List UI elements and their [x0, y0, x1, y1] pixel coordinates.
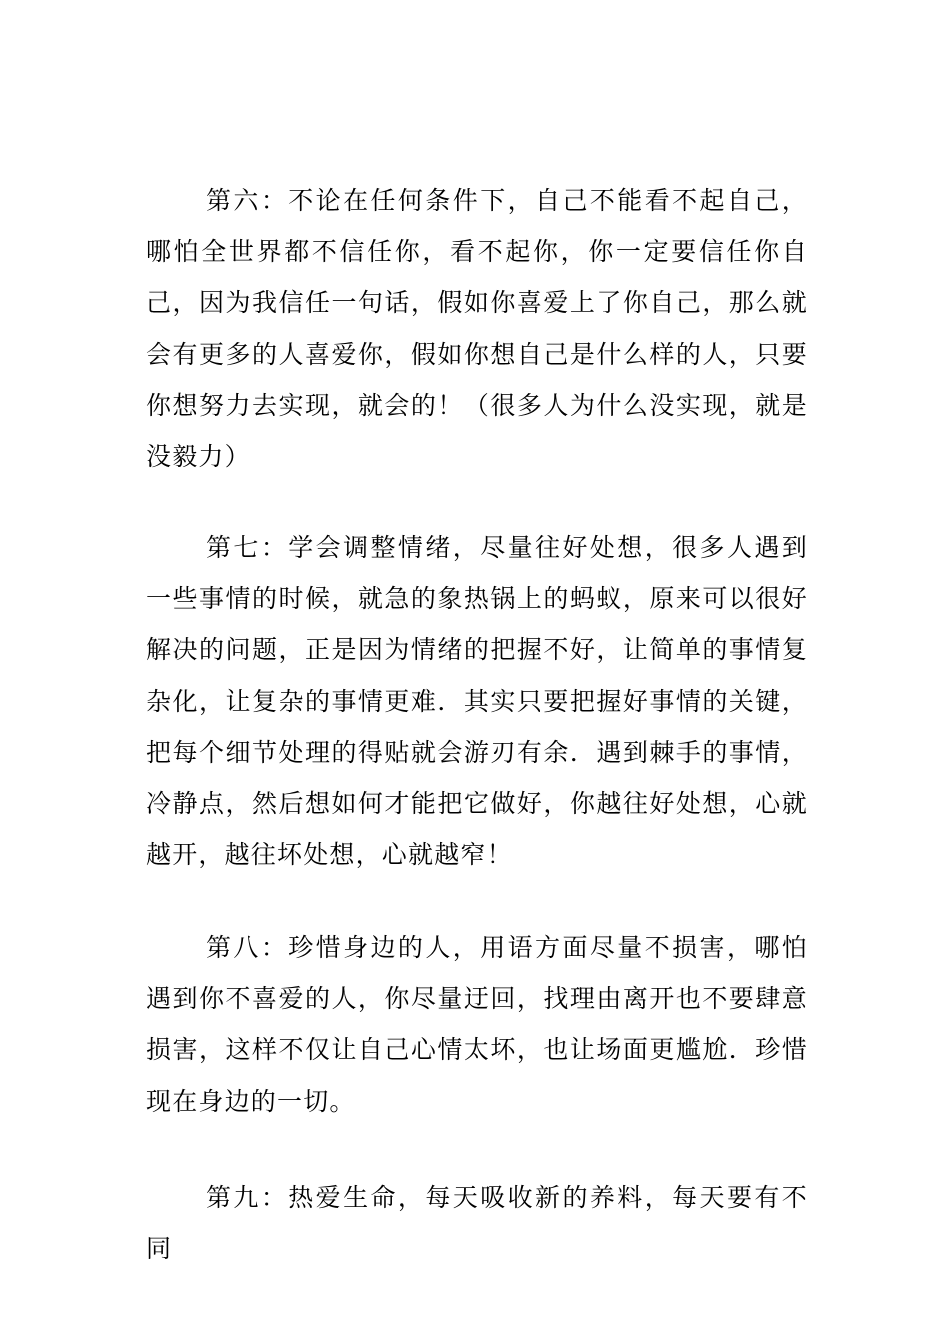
- paragraph-eighth-point: 第八：珍惜身边的人，用语方面尽量不损害，哪怕遇到你不喜爱的人，你尽量迂回，找理由离开也不要肆意损害，这样不仅让自己心情太坏，也让场面更尴尬．珍惜现在身边的一切。: [146, 933, 808, 1116]
- paragraph-sixth-point: 第六：不论在任何条件下，自己不能看不起自己，哪怕全世界都不信任你，看不起你，你一定要信任你自己，因为我信任一句话，假如你喜爱上了你自己，那么就会有更多的人喜爱你，假如你想自己是什么样的人，只要你想努力去实现，就会的！（很多人为什么没实现，就是没毅力）: [146, 186, 808, 472]
- paragraph-seventh-point: 第七：学会调整情绪，尽量往好处想，很多人遇到一些事情的时候，就急的象热锅上的蚂蚁，原来可以很好解决的问题，正是因为情绪的把握不好，让简单的事情复杂化，让复杂的事情更难．其实只要把握好事情的关键，把每个细节处理的得贴就会游刃有余．遇到棘手的事情，冷静点，然后想如何才能把它做好，你越往好处想，心就越开，越往坏处想，心就越窄！: [146, 533, 808, 870]
- paragraph-ninth-point: 第九：热爱生命，每天吸收新的养料，每天要有不同: [146, 1183, 808, 1264]
